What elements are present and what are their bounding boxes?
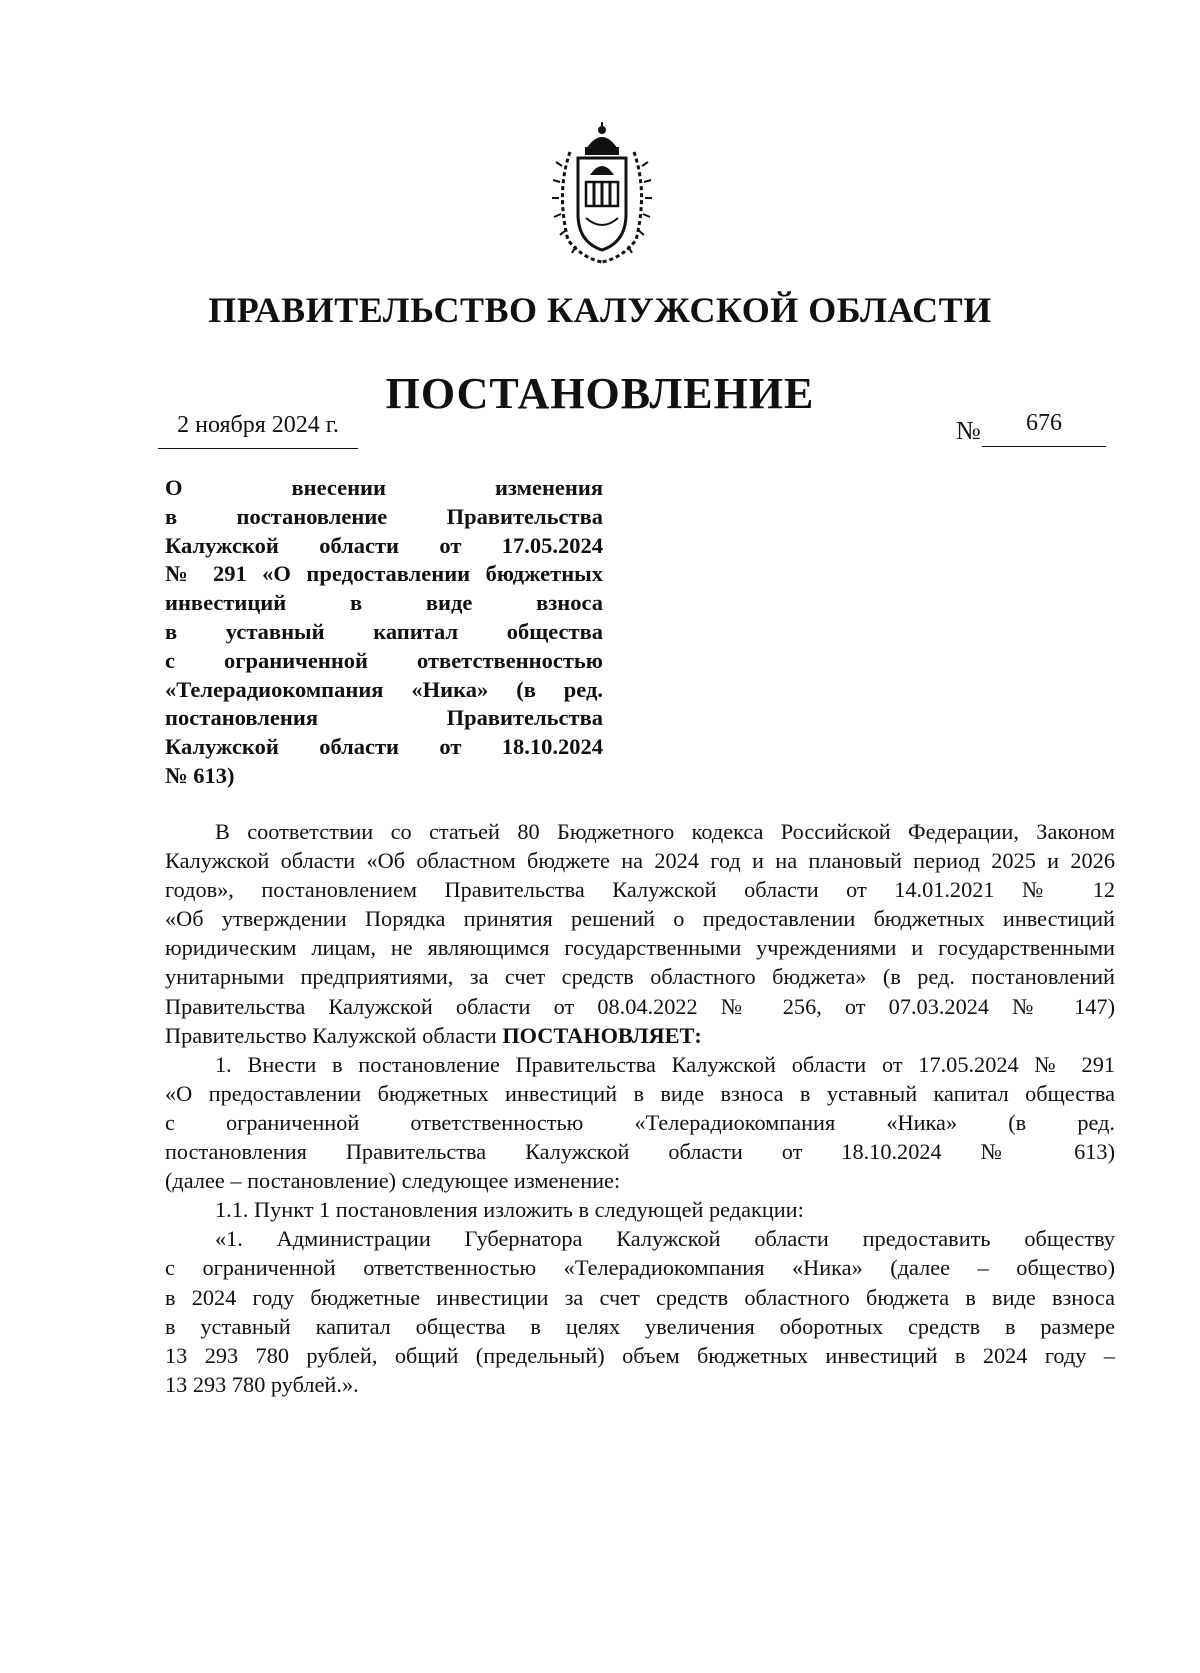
body-line: в 2024 году бюджетные инвестиции за счет средств областного бюджета в виде взноса bbox=[165, 1284, 1115, 1310]
body-line: постановления Правительства Калужской области от 18.10.2024 № 613) bbox=[165, 1139, 1115, 1165]
subject-line: № 613) bbox=[165, 762, 235, 788]
subject-line: Калужской области от 18.10.2024 bbox=[165, 734, 603, 760]
body-line-resolution bbox=[165, 1021, 1115, 1050]
body-line: 13 293 780 рублей, общий (предельный) объем бюджетных инвестиций в 2024 году – bbox=[165, 1342, 1115, 1368]
subject-line: № 291 «О предоставлении бюджетных bbox=[165, 561, 603, 587]
document-number: 676 bbox=[1026, 410, 1062, 436]
government-title: ПРАВИТЕЛЬСТВО КАЛУЖСКОЙ ОБЛАСТИ bbox=[208, 290, 992, 330]
body-line: унитарными предприятиями, за счет средств областного бюджета» (в ред. постановлений bbox=[165, 964, 1115, 990]
subject-line: в уставный капитал общества bbox=[165, 618, 603, 644]
document-subject bbox=[165, 474, 603, 791]
body-line: с ограниченной ответственностью «Телерадиокомпания «Ника» (далее – общество) bbox=[165, 1255, 1115, 1281]
body-line: 1. Внести в постановление Правительства Калужской области от 17.05.2024 № 291 bbox=[215, 1051, 1115, 1077]
body-line: Правительства Калужской области от 08.04.2022 № 256, от 07.03.2024 № 147) bbox=[165, 993, 1115, 1019]
body-line: В соответствии со статьей 80 Бюджетного кодекса Российской Федерации, Законом bbox=[215, 819, 1115, 844]
body-line: Калужской области «Об областном бюджете на 2024 год и на плановый период 2025 и 2026 bbox=[165, 848, 1115, 874]
body-line: с ограниченной ответственностью «Телерадиокомпания «Ника» (в ред. bbox=[165, 1109, 1115, 1135]
body-line: «Об утверждении Порядка принятия решений о предоставлении бюджетных инвестиций bbox=[165, 906, 1115, 932]
subject-line: «Телерадиокомпания «Ника» (в ред. bbox=[165, 676, 603, 702]
document-date-block bbox=[158, 410, 358, 440]
body-line: годов», постановлением Правительства Калужской области от 14.01.2021 № 12 bbox=[165, 877, 1115, 903]
number-underline bbox=[982, 446, 1106, 447]
body-line: юридическим лицам, не являющимся государственными учреждениями и государственными bbox=[165, 935, 1115, 961]
body-line: (далее – постановление) следующее изменение: bbox=[165, 1168, 621, 1194]
coat-of-arms-emblem bbox=[548, 122, 656, 266]
document-date: 2 ноября 2024 г. bbox=[177, 412, 339, 438]
subject-line: постановления Правительства bbox=[165, 705, 603, 731]
subject-line: с ограниченной ответственностью bbox=[165, 647, 603, 673]
subject-line: Калужской области от 17.05.2024 bbox=[165, 532, 603, 558]
body-line: «1. Администрации Губернатора Калужской области предоставить обществу bbox=[215, 1226, 1115, 1252]
subject-line: в постановление Правительства bbox=[165, 503, 603, 529]
document-type-title: ПОСТАНОВЛЕНИЕ bbox=[385, 369, 815, 418]
body-line: 1.1. Пункт 1 постановления изложить в следующей редакции: bbox=[215, 1197, 804, 1223]
body-line-text: Правительство Калужской области bbox=[165, 1022, 497, 1048]
number-sign: № bbox=[956, 416, 981, 445]
body-line: 13 293 780 рублей.». bbox=[165, 1371, 359, 1397]
body-line: в уставный капитал общества в целях увеличения оборотных средств в размере bbox=[165, 1313, 1115, 1339]
document-number-block bbox=[956, 408, 1106, 452]
subject-line: О внесении изменения bbox=[165, 475, 603, 500]
subject-line: инвестиций в виде взноса bbox=[165, 590, 603, 616]
resolves-word: ПОСТАНОВЛЯЕТ: bbox=[502, 1022, 702, 1048]
body-line: «О предоставлении бюджетных инвестиций в виде взноса в уставный капитал общества bbox=[165, 1080, 1115, 1106]
date-underline bbox=[158, 448, 358, 449]
document-body bbox=[165, 817, 1115, 1399]
